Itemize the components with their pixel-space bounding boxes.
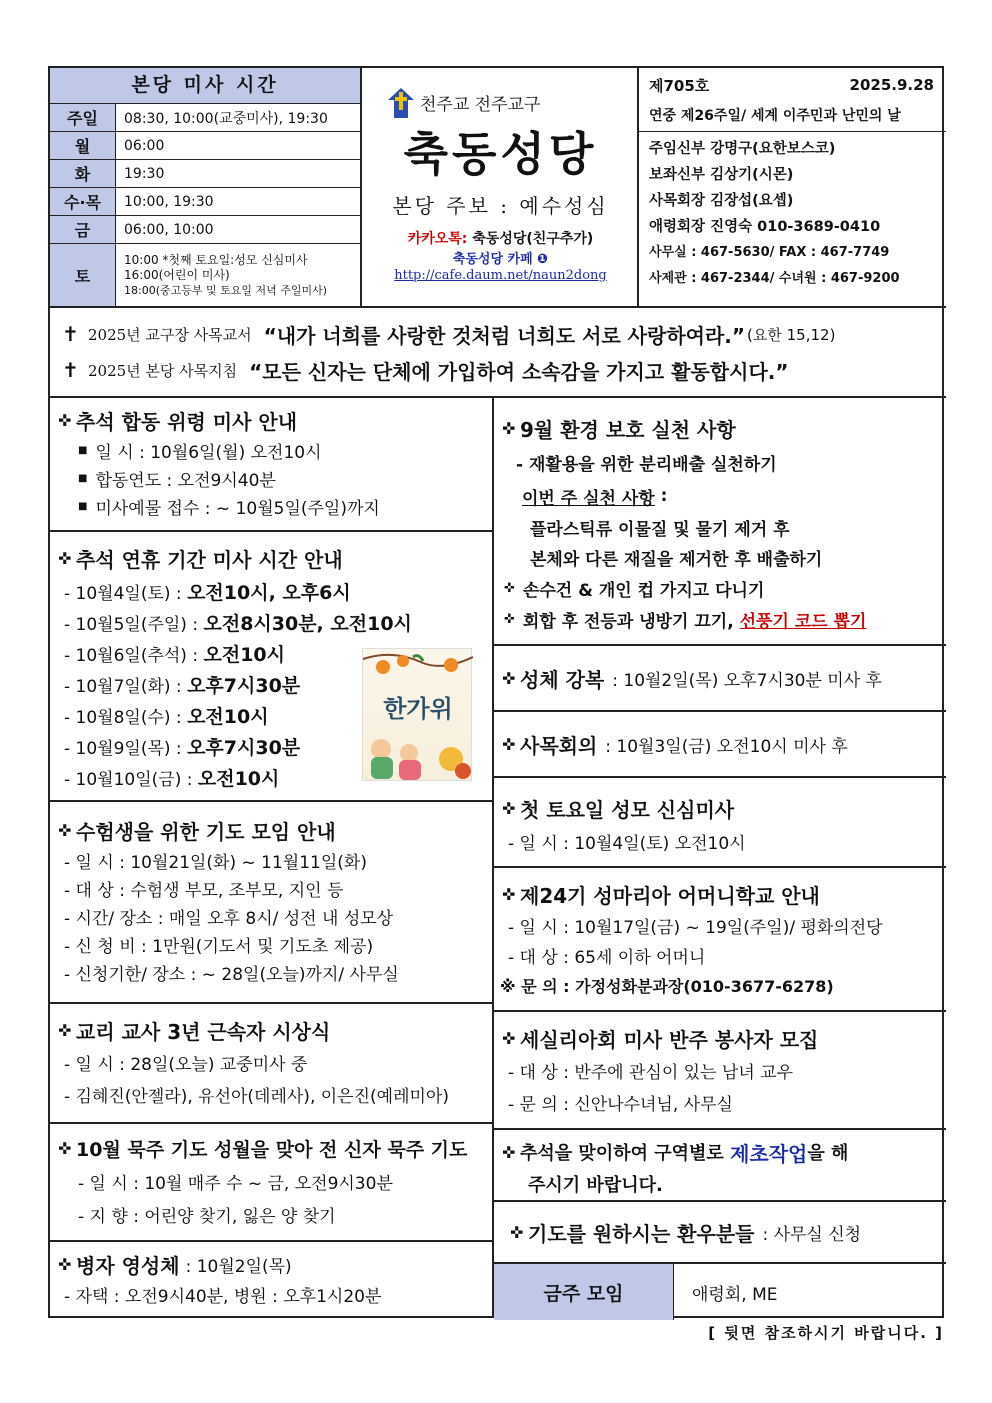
mass-time: 18:00(중고등부 및 토요일 저녁 주일미사) (124, 283, 328, 297)
exam-prayer-section (50, 802, 494, 1004)
holiday-date: - 10월10일(금) : (64, 770, 193, 790)
diamond-icon: ✜ (502, 1142, 516, 1162)
holiday-time: 오후7시30분 (187, 737, 301, 759)
contact-line: ※ 문 의 : 가정성화분과장(010-3677-6278) (500, 976, 834, 996)
env-detail: 플라스틱류 이물질 및 물기 제거 후 (530, 519, 790, 540)
meetings-value: 애령회, ME (692, 1284, 778, 1305)
section-title: 기도를 원하시는 환우분들 (528, 1221, 755, 1246)
holiday-date: - 10월8일(수) : (64, 708, 182, 728)
mass-day: 토 (50, 244, 116, 306)
holiday-time: 오전10시, 오후6시 (187, 582, 351, 604)
diamond-icon: ✜ (58, 1020, 72, 1040)
sick-communion-section (50, 1242, 494, 1318)
weeding-highlight: 제초작업 (730, 1141, 808, 1166)
diamond-icon: ✜ (502, 734, 516, 754)
info-line: - 신청기한/ 장소 : ~ 28일(오늘)까지/ 사무실 (64, 964, 399, 985)
issue-number: 제705호 (649, 76, 710, 95)
mass-time: 06:00 (124, 137, 165, 154)
info-line: - 대 상 : 반주에 관심이 있는 남녀 교우 (508, 1062, 793, 1083)
weekly-meetings (494, 1264, 946, 1320)
section-title: 제24기 성마리아 어머니학교 안내 (520, 883, 820, 908)
env-item-highlight: 선풍기 코드 뽑기 (739, 611, 867, 632)
info-line: - 대 상 : 수험생 부모, 조부모, 지인 등 (64, 880, 344, 901)
diamond-icon: ✜ (58, 1138, 72, 1158)
info-line: - 자택 : 오전9시40분, 병원 : 오후1시20분 (64, 1286, 382, 1307)
weeding-text: 을 해 (807, 1143, 849, 1164)
holiday-date: - 10월4일(토) : (64, 584, 182, 604)
diamond-icon: ✜ (502, 418, 516, 438)
info-line: - 신 청 비 : 1만원(기도서 및 기도초 제공) (64, 936, 374, 957)
section-value: : 10월2일(목) 오후7시30분 미사 후 (612, 670, 882, 691)
bullet-icon: ■ (78, 444, 88, 456)
liturgical-occasion: 연중 제26주일/ 세계 이주민과 난민의 날 (639, 102, 946, 132)
motto-label: 2025년 교구장 사목교서 (88, 325, 252, 344)
motto-text: “모든 신자는 단체에 가입하여 소속감을 가지고 활동합시다.” (249, 359, 789, 384)
diamond-icon: ✜ (504, 580, 515, 596)
cross-icon: ✝ (62, 358, 79, 382)
info-line: - 지 향 : 어린양 찾기, 잃은 양 찾기 (78, 1206, 336, 1227)
bullet-icon: ■ (78, 472, 88, 484)
diamond-icon: ✜ (502, 884, 516, 904)
info-line: 일 시 : 10월6일(월) 오전10시 (95, 442, 322, 463)
env-item: 회합 후 전등과 냉방기 끄기, (522, 611, 734, 632)
info-line: - 시간/ 장소 : 매일 오후 8시/ 성전 내 성모상 (64, 908, 394, 929)
mass-time: 06:00, 10:00 (124, 221, 214, 238)
holiday-time: 오전10시 (187, 706, 269, 728)
section-title: 성체 강복 (520, 667, 605, 692)
mass-time: 10:00, 19:30 (124, 193, 214, 210)
mass-time: 10:00 *첫째 토요일:성모 신심미사 (124, 252, 308, 267)
memorial-mass-section (50, 398, 494, 532)
section-title: 첫 토요일 성모 신심미사 (520, 797, 735, 822)
pastoral-motto (50, 306, 946, 398)
parish-header (362, 68, 639, 306)
first-saturday-section (494, 778, 946, 868)
holiday-date: - 10월6일(추석) : (64, 646, 199, 666)
holiday-time: 오전10시 (203, 644, 285, 666)
bullet-icon: ■ (78, 500, 88, 512)
holiday-date: - 10월9일(목) : (64, 739, 182, 759)
footer-note: [ 뒷면 참조하시기 바랍니다. ] (708, 1324, 944, 1342)
mass-times-table (50, 68, 362, 306)
diamond-icon: ✜ (504, 611, 515, 627)
meetings-label: 금주 모임 (494, 1264, 674, 1320)
motto-text: “내가 너희를 사랑한 것처럼 너희도 서로 사랑하여라.” (263, 323, 746, 348)
holiday-time: 오전10시 (197, 768, 280, 790)
diamond-icon: ✜ (502, 1028, 516, 1048)
kakao-label: 카카오톡: (407, 231, 468, 247)
staff-item: 사목회장 김장섭(요셉) (649, 193, 794, 209)
parish-name: 축동성당 (403, 127, 598, 181)
mass-time: 16:00(어린이 미사) (124, 267, 230, 282)
section-title: 추석 합동 위령 미사 안내 (76, 409, 298, 434)
section-title: 병자 영성체 (76, 1253, 180, 1278)
staff-item: 보좌신부 김상기(시몬) (649, 167, 794, 183)
diamond-icon: ✜ (502, 798, 516, 818)
weeding-text: 주시기 바랍니다. (528, 1175, 663, 1196)
holiday-date: - 10월7일(화) : (64, 677, 182, 697)
section-title: 세실리아회 미사 반주 봉사자 모집 (520, 1027, 819, 1052)
weeding-text: 추석을 맞이하여 구역별로 (520, 1143, 724, 1164)
mass-row (50, 244, 360, 306)
cafe-link[interactable]: http://cafe.daum.net/naun2dong (394, 268, 607, 283)
mass-row (50, 104, 360, 132)
mass-row (50, 216, 360, 244)
info-line: - 일 시 : 10월21일(화) ~ 11월11일(화) (64, 852, 367, 873)
diocese-name: 천주교 전주교구 (420, 95, 541, 115)
mass-row (50, 160, 360, 188)
info-line: - 문 의 : 신안나수녀님, 사무실 (508, 1094, 733, 1115)
weeding-section (494, 1130, 946, 1202)
info-line: - 일 시 : 10월 매주 수 ~ 금, 오전9시30분 (78, 1173, 393, 1194)
info-line: - 일 시 : 10월4일(토) 오전10시 (508, 833, 746, 854)
chuseok-image-text: 한가위 (383, 694, 453, 723)
contact-line: 사제관 : 467-2344/ 수녀원 : 467-9200 (649, 271, 900, 286)
diamond-icon: ✜ (58, 410, 72, 430)
diamond-icon: ✜ (510, 1222, 524, 1242)
prayer-request-section (494, 1202, 946, 1264)
staff-item: 애령회장 진영숙 010-3689-0410 (649, 219, 881, 235)
staff-list (639, 132, 946, 292)
env-this-week: 이번 주 실천 사항 (522, 488, 655, 509)
info-line: 합동연도 : 오전9시40분 (95, 470, 276, 491)
mass-day: 금 (50, 216, 116, 243)
holiday-date: - 10월5일(주일) : (64, 615, 199, 635)
cross-icon: ✝ (62, 322, 79, 346)
issue-date: 2025.9.28 (849, 76, 934, 94)
mass-day: 월 (50, 132, 116, 159)
mass-day: 수·목 (50, 188, 116, 215)
holiday-time: 오전8시30분, 오전10시 (203, 613, 412, 635)
env-detail: 본체와 다른 재질을 제거한 후 배출하기 (530, 549, 823, 570)
diamond-icon: ✜ (58, 548, 72, 568)
mass-time: 19:30 (124, 165, 165, 182)
diamond-icon: ✜ (502, 668, 516, 688)
env-item: 손수건 & 개인 컵 가지고 다니기 (522, 580, 765, 601)
diamond-icon: ✜ (58, 820, 72, 840)
issue-info (639, 68, 946, 306)
mass-times-title: 본당 미사 시간 (50, 68, 360, 104)
section-value: : 10월2일(목) (185, 1256, 292, 1277)
section-value: : 사무실 신청 (762, 1224, 862, 1245)
info-line: 미사예물 접수 : ~ 10월5일(주일)까지 (95, 498, 380, 519)
section-title: 9월 환경 보호 실천 사항 (520, 417, 736, 442)
info-line: - 일 시 : 28일(오늘) 교중미사 중 (64, 1054, 308, 1075)
mass-row (50, 188, 360, 216)
section-title: 사목회의 (520, 733, 598, 758)
motto-label: 2025년 본당 사목지침 (88, 361, 238, 380)
council-section (494, 712, 946, 778)
info-line: - 일 시 : 10월17일(금) ~ 19일(주일)/ 평화의전당 (508, 917, 883, 938)
env-sub: - 재활용을 위한 분리배출 실천하기 (516, 454, 777, 475)
mother-school-section (494, 868, 946, 1012)
kakao-line (362, 228, 639, 248)
section-value: : 10월3일(금) 오전10시 미사 후 (605, 736, 848, 757)
section-title: 교리 교사 3년 근속자 시상식 (76, 1019, 331, 1044)
kakao-value: 축동성당(친구추가) (472, 231, 594, 247)
benediction-section (494, 646, 946, 712)
cecilia-section (494, 1012, 946, 1130)
mass-day: 주일 (50, 104, 116, 131)
chuseok-illustration (362, 648, 472, 781)
info-line: - 김혜진(안젤라), 유선아(데레사), 이은진(예레미아) (64, 1086, 449, 1107)
cafe-label: 축동성당 카페 ❶ (452, 252, 549, 267)
environment-section (494, 398, 946, 646)
weekly-title: 본당 주보 : 예수성심 (392, 194, 609, 218)
rosary-section (50, 1124, 494, 1242)
mass-day: 화 (50, 160, 116, 187)
bulletin-page (48, 66, 944, 1318)
section-title: 추석 연휴 기간 미사 시간 안내 (76, 547, 343, 572)
info-line: - 대 상 : 65세 이하 어머니 (508, 947, 706, 968)
contact-line: 사무실 : 467-5630/ FAX : 467-7749 (649, 245, 890, 260)
diamond-icon: ✜ (58, 1254, 72, 1274)
motto-ref: (요한 15,12) (747, 325, 836, 344)
mass-row (50, 132, 360, 160)
section-title: 수험생을 위한 기도 모임 안내 (76, 819, 336, 844)
staff-item: 주임신부 강명구(요한보스코) (649, 141, 836, 157)
section-title: 10월 묵주 기도 성월을 맞아 전 신자 묵주 기도 (76, 1138, 468, 1161)
colon: : (660, 486, 668, 506)
mass-time: 08:30, 10:00(교중미사), 19:30 (124, 110, 328, 127)
catechist-award-section (50, 1004, 494, 1124)
holiday-time: 오후7시30분 (187, 675, 301, 697)
